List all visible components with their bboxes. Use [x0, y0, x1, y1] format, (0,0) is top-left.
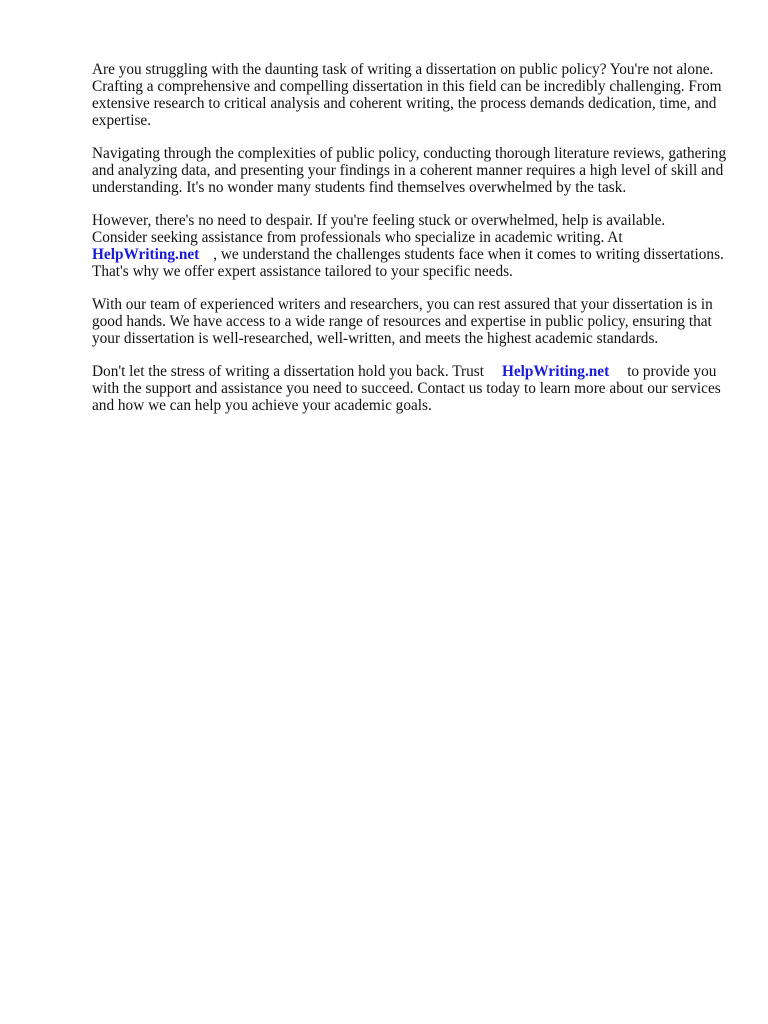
- paragraph-team: With our team of experienced writers and researchers, you can rest assured that your dissertation is in good hands. We have access to a wide range of resources and expertise in public policy, ensuring that your dissertation is well-researched, well-written, and meets the highest academic standards.: [92, 296, 713, 347]
- helpwriting-link-2[interactable]: HelpWriting.net: [501, 363, 610, 380]
- paragraph-intro: Are you struggling with the daunting task of writing a dissertation on public policy? You're not alone. Crafting a comprehensive and compelling dissertation in this field can be incredibly challenging. From extensive research to critical analysis and coherent writing, the process demands dedication, time, and expertise.: [92, 61, 722, 129]
- paragraph-assistance-line1: However, there's no need to despair. If you're feeling stuck or overwhelmed, help is available.: [92, 212, 666, 229]
- paragraph-complexities: Navigating through the complexities of public policy, conducting thorough literature reviews, gathering and analyzing data, and presenting your findings in a coherent manner requires a high level of skill and understanding. It's no wonder many students find themselves overwhelmed by the task.: [92, 145, 727, 196]
- helpwriting-link-1[interactable]: HelpWriting.net: [92, 246, 200, 263]
- paragraph-trust-start: Don't let the stress of writing a dissertation hold you back. Trust: [92, 363, 484, 380]
- document-body: [92, 61, 732, 430]
- paragraph-assistance: [92, 212, 732, 280]
- paragraph-trust-rest: to provide you with the support and assistance you need to succeed. Contact us today to learn more about our services and how we can help you achieve your academic goals.: [92, 363, 721, 414]
- paragraph-assistance-rest: , we understand the challenges students face when it comes to writing dissertations. That's why we offer expert assistance tailored to your specific needs.: [92, 246, 724, 280]
- paragraph-assistance-line2: Consider seeking assistance from professionals who specialize in academic writing. At: [92, 229, 623, 246]
- paragraph-trust: [92, 363, 732, 414]
